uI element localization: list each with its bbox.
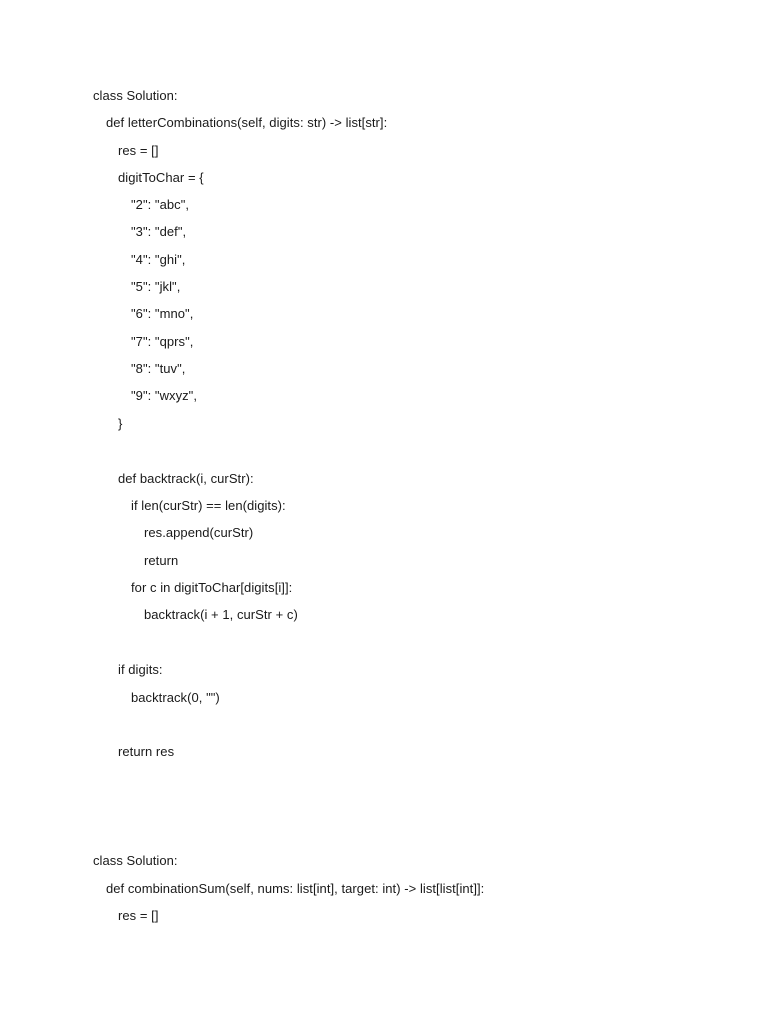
code-line-res-append: res.append(curStr) <box>144 525 254 540</box>
code-line-digit-to-char-close: } <box>118 416 123 431</box>
code-line-return-res: return res <box>118 744 175 759</box>
code-line-digit-to-char-open: digitToChar = { <box>118 170 204 185</box>
code-line-def-letter-combinations: def letterCombinations(self, digits: str) -> list[str]: <box>106 115 388 130</box>
code-line-class-solution-2: class Solution: <box>93 853 178 868</box>
code-line-map-8: "8": "tuv", <box>131 361 186 376</box>
code-line-if-len: if len(curStr) == len(digits): <box>131 498 286 513</box>
code-line-return: return <box>144 553 179 568</box>
code-line-map-3: "3": "def", <box>131 224 187 239</box>
code-line-def-combination-sum: def combinationSum(self, nums: list[int], target: int) -> list[list[int]]: <box>106 881 485 896</box>
code-line-map-5: "5": "jkl", <box>131 279 181 294</box>
code-line-backtrack-call: backtrack(i + 1, curStr + c) <box>144 607 298 622</box>
code-line-map-7: "7": "qprs", <box>131 334 194 349</box>
code-line-res-init-1: res = [] <box>118 143 159 158</box>
code-line-def-backtrack: def backtrack(i, curStr): <box>118 471 254 486</box>
code-line-backtrack-start: backtrack(0, "") <box>131 690 220 705</box>
code-line-class-solution-1: class Solution: <box>93 88 178 103</box>
code-line-for-c: for c in digitToChar[digits[i]]: <box>131 580 293 595</box>
code-line-map-6: "6": "mno", <box>131 306 194 321</box>
code-line-map-4: "4": "ghi", <box>131 252 186 267</box>
code-line-map-2: "2": "abc", <box>131 197 190 212</box>
code-line-map-9: "9": "wxyz", <box>131 388 198 403</box>
code-line-res-init-2: res = [] <box>118 908 159 923</box>
code-line-if-digits: if digits: <box>118 662 163 677</box>
